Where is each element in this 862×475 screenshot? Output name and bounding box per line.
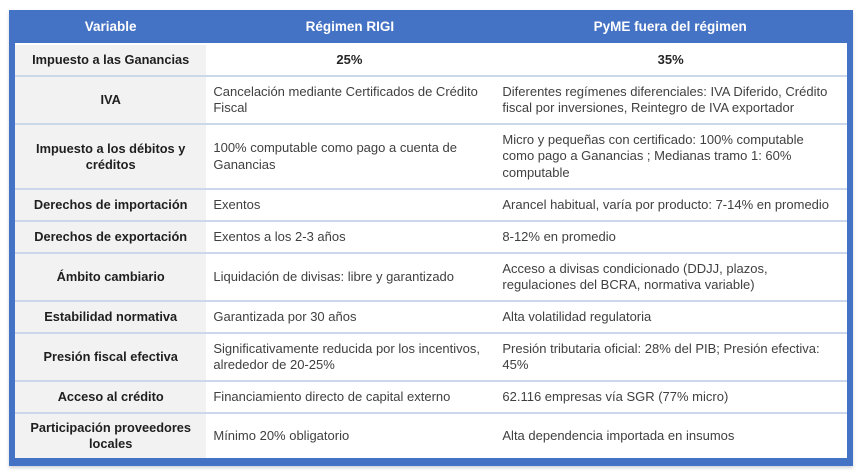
pyme-value-cell: 8-12% en promedio [502,228,616,244]
column-header-variable: Variable [84,19,137,34]
column-header-regimen-rigi: Régimen RIGI [305,19,395,34]
table-row [15,123,847,188]
variable-cell: Estabilidad normativa [15,302,206,332]
rigi-value-cell: Financiamiento directo de capital externo [213,389,451,405]
table-row [15,412,847,458]
comparison-table [9,10,853,466]
table-row [15,75,847,123]
variable-cell: Derechos de exportación [15,222,206,252]
table-row [15,332,847,380]
rigi-value-cell: Garantizada por 30 años [213,308,357,324]
variable-cell: IVA [15,77,206,123]
rigi-value-cell: Liquidación de divisas: libre y garantizado [213,268,455,284]
variable-cell: Presión fiscal efectiva [15,334,206,380]
variable-cell: Derechos de importación [15,190,206,220]
rigi-value-cell: Mínimo 20% obligatorio [213,427,350,443]
pyme-value-cell: Alta dependencia importada en insumos [502,427,735,443]
table-row [15,300,847,332]
variable-cell: Ámbito cambiario [15,254,206,300]
table-row [15,252,847,300]
pyme-value-cell: Micro y pequeñas con certificado: 100% computable como pago a Ganancias ; Medianas tramo 1: 60% computable [502,132,804,180]
pyme-value-cell: Arancel habitual, varía por producto: 7-14% en promedio [502,196,830,212]
pyme-value-cell: 62.116 empresas vía SGR (77% micro) [502,389,729,405]
table-row [15,188,847,220]
variable-cell: Impuesto a los débitos y créditos [15,125,206,188]
table-row [15,43,847,75]
column-header-pyme-fuera-del-regimen: PyME fuera del régimen [593,19,747,34]
table-row [15,220,847,252]
rigi-value-cell: Exentos [213,196,261,212]
variable-cell: Impuesto a las Ganancias [15,45,206,75]
variable-cell: Acceso al crédito [15,382,206,412]
pyme-value-cell: Acceso a divisas condicionado (DDJJ, plazos, regulaciones del BCRA, normativa variable) [502,260,768,292]
variable-cell: Participación proveedores locales [15,414,206,458]
pyme-value-cell: Presión tributaria oficial: 28% del PIB; Presión efectiva: 45% [502,340,820,373]
pyme-value-cell: Alta volatilidad regulatoria [502,308,652,324]
rigi-value-cell: Cancelación mediante Certificados de Crédito Fiscal [213,83,478,116]
table-body [15,43,847,458]
table-row [15,380,847,412]
rigi-value-cell: Exentos a los 2-3 años [213,228,346,244]
rigi-value-cell: Significativamente reducida por los incentivos, alrededor de 20-25% [213,340,480,373]
table-header-row [15,10,847,43]
rigi-value-cell: 100% computable como pago a cuenta de Ganancias [213,140,457,172]
pyme-value-cell: 35% [657,51,684,67]
rigi-value-cell: 25% [336,51,363,67]
pyme-value-cell: Diferentes regímenes diferenciales: IVA Diferido, Crédito fiscal por inversiones, Reintegro de IVA exportador [502,83,828,116]
